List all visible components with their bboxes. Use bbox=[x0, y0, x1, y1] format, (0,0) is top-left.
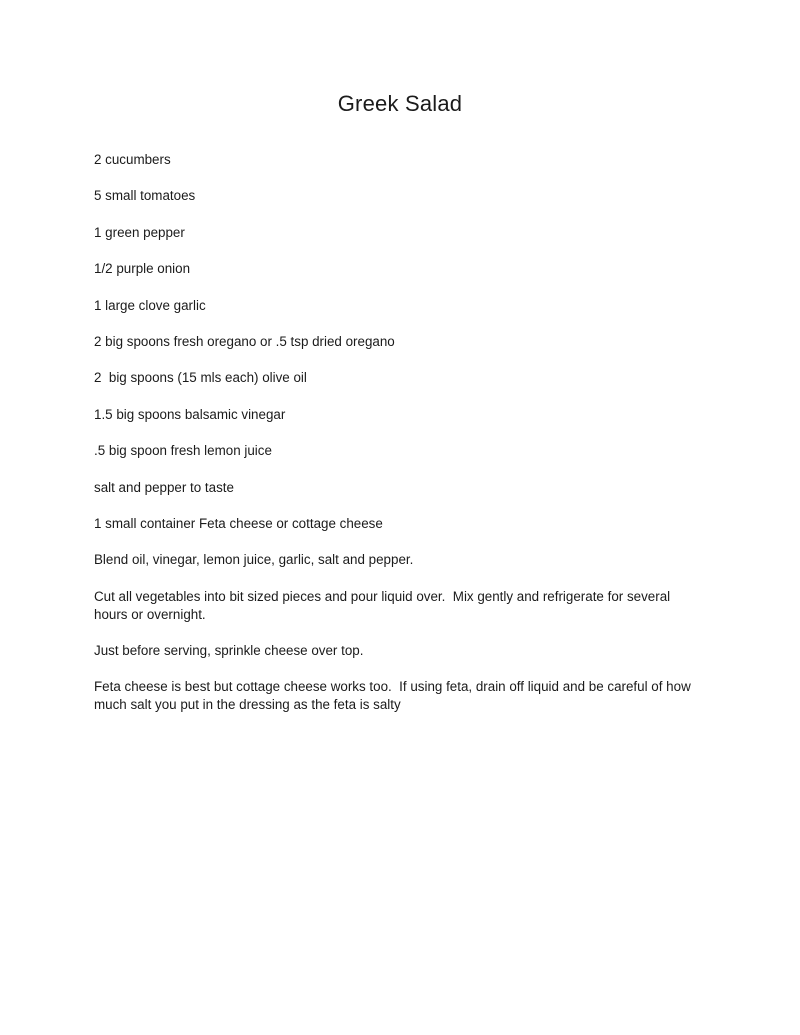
instruction-line: Just before serving, sprinkle cheese over top. bbox=[94, 643, 364, 659]
page-title: Greek Salad bbox=[337, 91, 463, 116]
ingredient-line: salt and pepper to taste bbox=[94, 479, 234, 495]
ingredient-line: .5 big spoon fresh lemon juice bbox=[94, 443, 272, 459]
ingredient-line: 1 green pepper bbox=[94, 224, 185, 240]
ingredient-line: 2 big spoons (15 mls each) olive oil bbox=[94, 370, 307, 386]
instruction-line: Cut all vegetables into bit sized pieces and pour liquid over. Mix gently and refrigerate for several hours or overnight. bbox=[94, 588, 674, 622]
recipe-body bbox=[94, 151, 698, 714]
ingredient-line: 1 large clove garlic bbox=[94, 297, 206, 313]
instruction-line: Blend oil, vinegar, lemon juice, garlic, salt and pepper. bbox=[94, 552, 414, 568]
ingredient-line: 1.5 big spoons balsamic vinegar bbox=[94, 406, 286, 422]
instruction-line: Feta cheese is best but cottage cheese works too. If using feta, drain off liquid and be careful of how much salt you put in the dressing as the feta is salty bbox=[94, 679, 695, 713]
ingredient-line: 1/2 purple onion bbox=[94, 261, 191, 277]
ingredient-line: 5 small tomatoes bbox=[94, 188, 196, 204]
ingredient-line: 1 small container Feta cheese or cottage cheese bbox=[94, 515, 383, 531]
ingredient-line: 2 cucumbers bbox=[94, 152, 171, 167]
ingredient-line: 2 big spoons fresh oregano or .5 tsp dried oregano bbox=[94, 333, 395, 349]
